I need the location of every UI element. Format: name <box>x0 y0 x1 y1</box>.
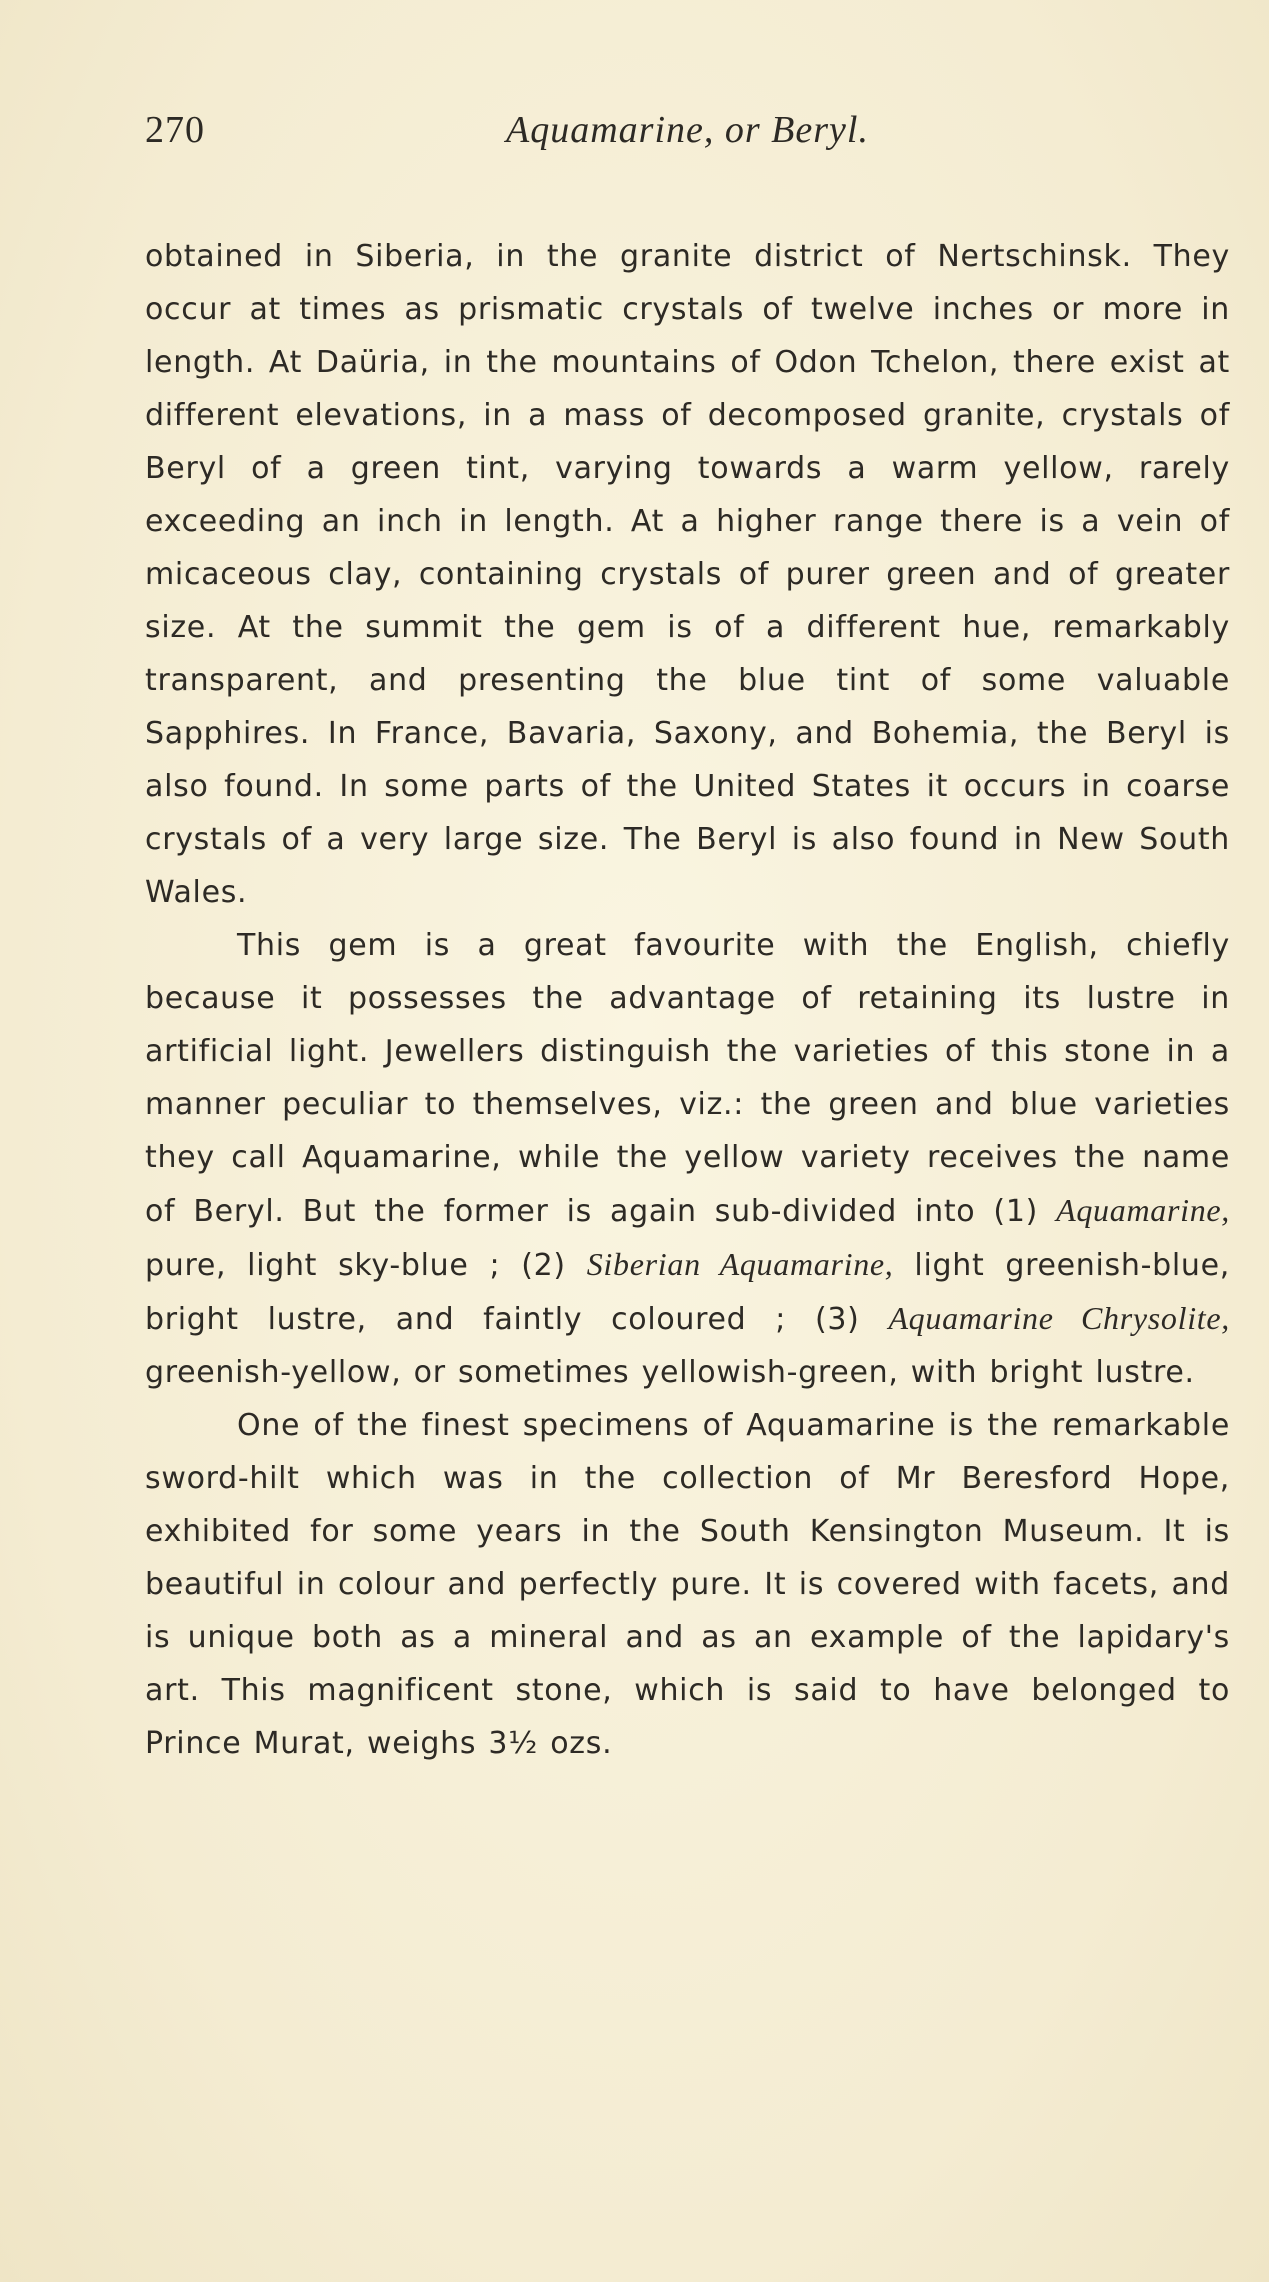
variety-name-aquamarine-chrysolite: Aquamarine Chrysolite, <box>888 1300 1230 1336</box>
paragraph-sword-hilt-specimen: One of the finest specimens of Aquamarine is the remarkable sword-hilt which was in the collection of Mr Beresford Hope, exhibited for some years in the South Kensington Museum. It is beautiful in colour and perfectly pure. It is covered with facets, and is unique both as a mineral and as an example of the lapidary's art. This magnificent stone, which is said to have belonged to Prince Murat, weighs 3½ ozs. <box>145 1408 1230 1761</box>
page-header <box>145 108 1230 168</box>
page-number: 270 <box>145 109 205 151</box>
paragraph-jewellers-varieties <box>145 919 1230 1399</box>
running-title: Aquamarine, or Beryl. <box>506 109 869 151</box>
book-page <box>145 108 1230 1770</box>
paragraph-siberia-localities: obtained in Siberia, in the granite district of Nertschinsk. They occur at times as prismatic crystals of twelve inches or more in length. At Daüria, in the mountains of Odon Tchelon, there exist at different elevations, in a mass of decomposed granite, crystals of Beryl of a green tint, varying towards a warm yellow, rarely exceeding an inch in length. At a higher range there is a vein of micaceous clay, containing crystals of purer green and of greater size. At the summit the gem is of a different hue, remarkably transparent, and presenting the blue tint of some valuable Sapphires. In France, Bavaria, Saxony, and Bohemia, the Beryl is also found. In some parts of the United States it occurs in coarse crystals of a very large size. The Beryl is also found in New South Wales. <box>145 239 1230 910</box>
variety-name-aquamarine: Aquamarine, <box>1056 1192 1230 1228</box>
variety-name-siberian-aquamarine: Siberian Aquamarine, <box>586 1246 894 1282</box>
page-body <box>145 230 1230 1770</box>
paragraph-text: This gem is a great favourite with the English, chiefly because it possesses the advantage of retaining its lustre in artificial light. Jewellers distinguish the varieties of this stone in a manner peculiar to themselves, viz.: the green and blue varieties they call Aquamarine, while the yellow variety receives the name of Beryl. But the former is again sub-divided into (1) <box>145 928 1230 1229</box>
paragraph-text: greenish-yellow, or sometimes yellowish-green, with bright lustre. <box>145 1355 1195 1390</box>
paragraph-text: pure, light sky-blue ; (2) <box>145 1248 587 1283</box>
paragraph-text: light greenish-blue, bright lustre, and faintly coloured ; (3) <box>145 1248 1230 1337</box>
